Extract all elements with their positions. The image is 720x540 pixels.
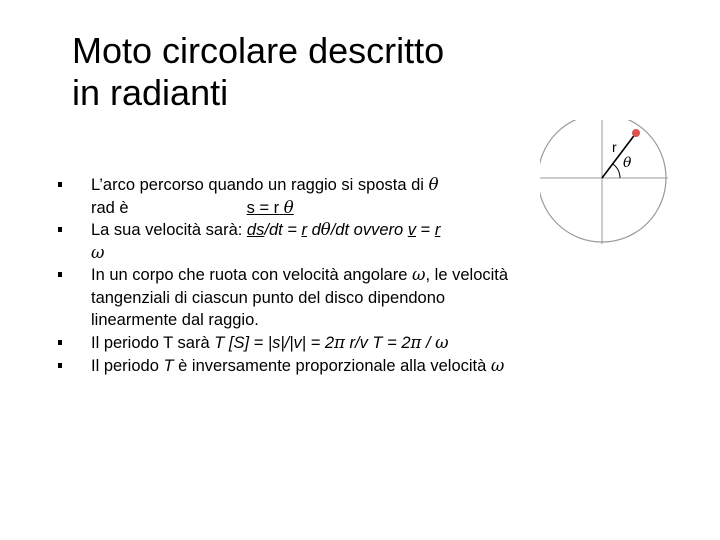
bullet-marker [58,340,62,345]
v-symbol: v [407,221,417,239]
circle-diagram [540,120,700,260]
text: L’arco percorso quando un raggio si sposta di [91,176,429,194]
theta-symbol: θ [428,175,439,194]
omega-symbol: ω [91,242,105,262]
bullet-period-inverse [58,355,528,378]
formula-velocity: ds/dt = r dθ/dt ovvero [246,220,408,239]
text: Il periodo T sarà [91,334,215,352]
text: Il periodo [91,357,164,375]
omega-symbol: ω [412,265,426,284]
title-line-1: Moto circolare descritto [72,30,445,71]
text: = [416,221,435,239]
text: In un corpo che ruota con velocità angolare [91,266,413,284]
bullet-marker [58,363,62,368]
omega-symbol: ω [490,356,505,375]
bullet-marker [58,272,62,277]
bullet-angular-velocity [58,264,528,332]
radius-label: r [612,139,617,155]
angle-label: θ [623,155,632,171]
text: , le velocità tangenziali di ciascun punto del disco dipendono linearmente dal raggio. [91,266,509,330]
text: La sua velocità sarà: [91,221,247,239]
bullet-list [58,174,528,378]
formula-period: T [S] = |s|/|v| = 2π r/v T = 2π / ω [214,333,449,352]
bullet-arc-length [58,174,528,219]
bullet-velocity [58,219,528,264]
slide-title [72,30,532,114]
bullet-period [58,332,528,355]
bullet-marker [58,182,62,187]
point-on-circle [632,129,640,137]
angle-arc [613,164,620,178]
r-symbol: r [434,221,441,239]
bullet-marker [58,227,62,232]
formula-arc: s = r θ [246,197,294,217]
title-line-2: in radianti [72,72,229,113]
text: è inversamente proporzionale alla velocità [173,357,491,375]
circle [540,120,666,242]
text: rad è [91,198,129,217]
T-symbol: T [163,357,174,375]
